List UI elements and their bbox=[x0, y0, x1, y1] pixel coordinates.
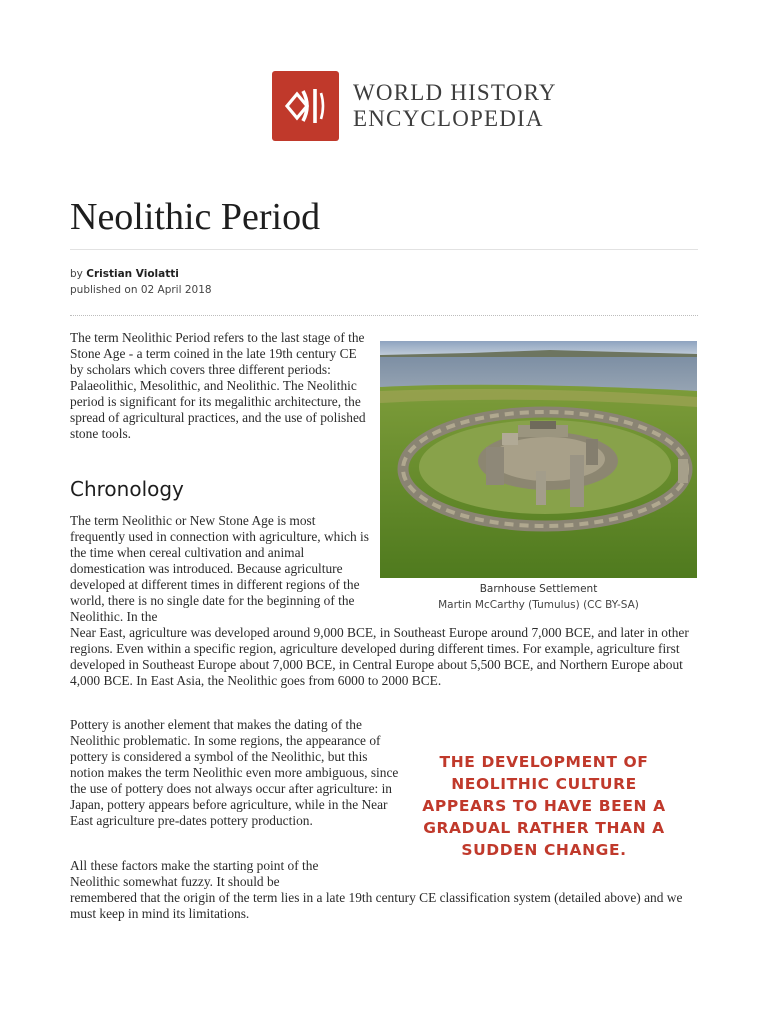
site-logo[interactable] bbox=[272, 71, 557, 141]
meta-divider bbox=[70, 315, 698, 316]
chronology-paragraph-1a: The term Neolithic or New Stone Age is most frequently used in connection with agriculture, which is the time when cereal cultivation and animal domestication was introduced. Because agriculture developed at different times in different regions of the world, there is no single date for the beginning of the Neolithic. In the bbox=[70, 513, 369, 624]
logo-line-2: ENCYCLOPEDIA bbox=[353, 106, 544, 131]
byline bbox=[70, 266, 212, 298]
title-divider bbox=[70, 249, 698, 250]
chronology-paragraph-3a: All these factors make the starting point of the Neolithic somewhat fuzzy. It should be bbox=[70, 858, 319, 889]
chronology-paragraph-2: Pottery is another element that makes the dating of the Neolithic problematic. In some regions, the appearance of pottery is considered a symbol of the Neolithic, but this notion makes the term Neolithic even more ambiguous, since the use of pottery does not always occur after agriculture: in Japan, pottery appears before agriculture, while in the Near East agriculture pre-dates pottery production. bbox=[70, 717, 399, 828]
logo-mark-icon bbox=[272, 71, 339, 141]
author-link[interactable]: Cristian Violatti bbox=[86, 268, 179, 280]
intro-paragraph: The term Neolithic Period refers to the last stage of the Stone Age - a term coined in the late 19th century CE by scholars which covers three different periods: Palaeolithic, Mesolithic, and Neolithic. The Neolithic period is significant for its megalithic architecture, the spread of agricultural practices, and the use of polished stone tools. bbox=[70, 330, 366, 441]
pull-quote: THE DEVELOPMENT OF NEOLITHIC CULTURE APPEARS TO HAVE BEEN A GRADUAL RATHER THAN A SUDDEN CHANGE. bbox=[422, 753, 666, 859]
published-date: published on 02 April 2018 bbox=[70, 284, 212, 296]
logo-wordmark bbox=[353, 80, 557, 132]
barnhouse-settlement-image[interactable] bbox=[380, 341, 697, 578]
page-title: Neolithic Period bbox=[70, 196, 321, 238]
by-label: by bbox=[70, 268, 83, 280]
chronology-paragraph-3b: remembered that the origin of the term lies in a late 19th century CE classification system (detailed above) and we must keep in mind its limitations. bbox=[70, 890, 683, 921]
logo-line-1: WORLD HISTORY bbox=[353, 80, 557, 105]
chronology-paragraph-1b: Near East, agriculture was developed around 9,000 BCE, in Southeast Europe around 7,000 BCE, and later in other regions. Even within a specific region, agriculture developed during different times. For example, agriculture first developed in Southeast Europe about 7,000 BCE, in Central Europe about 5,500 BCE, and Northern Europe about 4,000 BCE. In East Asia, the Neolithic goes from 6000 to 2000 BCE. bbox=[70, 625, 689, 688]
section-heading-chronology: Chronology bbox=[70, 477, 184, 501]
figure-caption: Barnhouse Settlement bbox=[479, 583, 598, 595]
figure-credit[interactable]: Martin McCarthy (Tumulus) (CC BY-SA) bbox=[438, 599, 639, 611]
